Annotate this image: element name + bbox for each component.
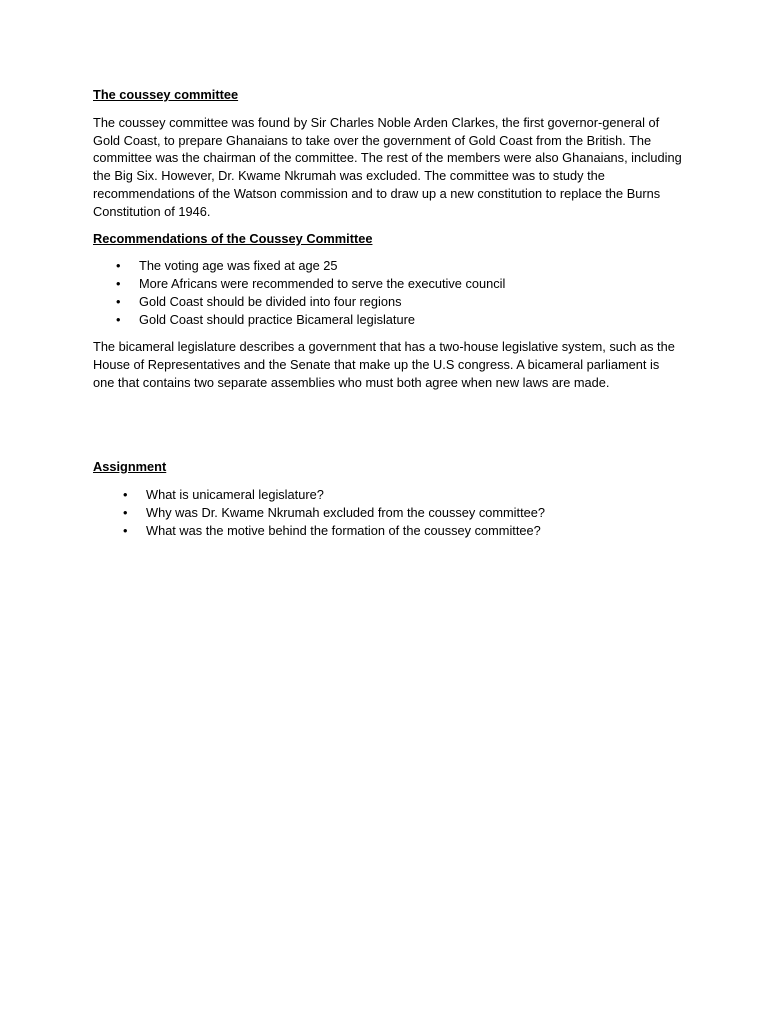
list-item-text: Gold Coast should be divided into four regions xyxy=(139,294,402,310)
list-item xyxy=(93,275,683,293)
list-item xyxy=(93,522,683,540)
list-item xyxy=(93,486,683,504)
list-item xyxy=(93,504,683,522)
list-item-text: The voting age was fixed at age 25 xyxy=(139,258,338,274)
paragraph-coussey-committee: The coussey committee was found by Sir Charles Noble Arden Clarkes, the first governor-general of Gold Coast, to prepare Ghanaians to take over the government of Gold Coast from the British. The committee was the chairman of the committee. The rest of the members were also Ghanaians, including the Big Six. However, Dr. Kwame Nkrumah was excluded. The committee was to study the recommendations of the Watson commission and to draw up a new constitution to replace the Burns Constitution of 1946. xyxy=(93,114,682,219)
document-page xyxy=(93,86,683,540)
list-item-text: Why was Dr. Kwame Nkrumah excluded from the coussey committee? xyxy=(146,504,545,520)
list-item-text: More Africans were recommended to serve the executive council xyxy=(139,276,506,292)
recommendations-list xyxy=(93,257,683,329)
list-item-text: What was the motive behind the formation of the coussey committee? xyxy=(146,522,541,538)
bullet-icon: • xyxy=(116,276,121,292)
list-item xyxy=(93,293,683,311)
list-item-text: Gold Coast should practice Bicameral legislature xyxy=(139,312,415,328)
bullet-icon: • xyxy=(123,522,128,538)
bullet-icon: • xyxy=(123,486,128,502)
section-heading-recommendations: Recommendations of the Coussey Committee xyxy=(93,230,373,246)
section-heading-coussey-committee: The coussey committee xyxy=(93,87,239,102)
list-item-text: What is unicameral legislature? xyxy=(146,486,324,502)
paragraph-bicameral-legislature: The bicameral legislature describes a government that has a two-house legislative system, such as the House of Representatives and the Senate that make up the U.S congress. A bicameral parliament is one that contains two separate assemblies who must both agree when new laws are made. xyxy=(93,339,675,390)
list-item xyxy=(93,257,683,275)
bullet-icon: • xyxy=(116,294,121,310)
section-heading-assignment: Assignment xyxy=(93,458,167,474)
assignment-questions-list xyxy=(93,486,683,540)
bullet-icon: • xyxy=(116,258,121,274)
bullet-icon: • xyxy=(116,312,121,328)
bullet-icon: • xyxy=(123,504,128,520)
list-item xyxy=(93,311,683,329)
